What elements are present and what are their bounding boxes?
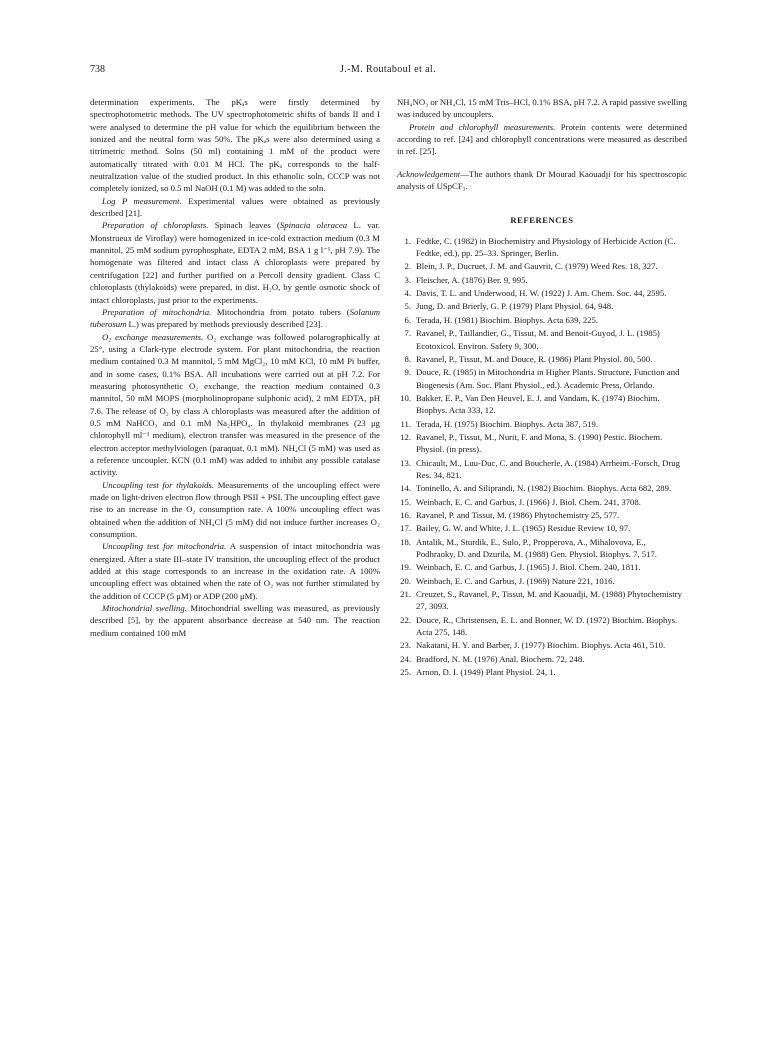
reference-item	[397, 496, 687, 508]
reference-number: 16.	[400, 509, 411, 520]
paragraph-swelling-body: Mitochondrial swelling was measured, as previously described [5], by the apparent absorbance decrease at 540 nm. The reaction medium contained 100 mM	[90, 603, 380, 638]
reference-text: Jung, D. and Brierly, G. P. (1979) Plant Physiol. 64, 948.	[416, 301, 614, 312]
section-head-o2-exchange: O₂ exchange measurements.	[102, 331, 204, 342]
paragraph-mitochondria-body-a: Mitochondria from potato tubers (	[211, 306, 350, 317]
reference-item	[397, 575, 687, 587]
reference-text: Davis, T. L. and Underwood, H. W. (1922) J. Am. Chem. Soc. 44, 2595.	[416, 288, 667, 299]
reference-number: 4.	[404, 288, 411, 299]
reference-item	[397, 392, 687, 417]
reference-text: Bakker, E. P., Van Den Heuvel, E. J. and Vandam, K. (1974) Biochim. Biophys. Acta 333, 12.	[416, 392, 660, 416]
paragraph-o2-exchange	[90, 331, 380, 479]
reference-item	[397, 561, 687, 573]
reference-item	[397, 639, 687, 651]
reference-item	[397, 366, 687, 391]
reference-text: Bailey, G. W. and White, J. L. (1965) Residue Review 10, 97.	[416, 523, 631, 534]
reference-item	[397, 522, 687, 534]
reference-item	[397, 300, 687, 312]
reference-item	[397, 327, 687, 352]
paragraph-uncoupling-mitochondria	[90, 540, 380, 602]
paragraph-pka: determination experiments. The pKₐs were firstly determined by spectrophotometric methods. The UV spectrophotometric shifts of bands II and I were analysed to determine the pH value for which the equilibrium between the ionized and the neutral form was 50%. The pKₐs were also determined using a titrimetric method. Solns (50 ml) containing 1 mM of the product were automatically titrated with 0.01 M HCl. The pKₐ corresponds to the half-neutralization value of the studied product. In this ethanolic soln, CCCP was not completely ionized, so 0.5 ml NaOH (0.1 M) was added to the soln.	[90, 97, 380, 194]
left-column	[90, 96, 380, 639]
reference-text: Ravanel, P. and Tissut, M. (1986) Phytochemistry 25, 577.	[416, 509, 620, 520]
reference-text: Toninello, A. and Siliprandi, N. (1982) Biochim. Biophys. Acta 682, 289.	[416, 483, 672, 494]
reference-number: 20.	[400, 575, 411, 586]
reference-text: Arnon, D. I. (1949) Plant Physiol. 24, 1.	[416, 667, 556, 678]
paragraph-o2-exchange-body: O₂ exchange was followed polarographically at 25°, using a Clark-type electrode system. For plant mitochondria, the reaction medium contained 0.3 M mannitol, 5 mM MgCl₂, 10 mM KCl, 10 mM Pi buffer, and in some cases, 0.1% BSA. All incubations were carried out at pH 7.2. For measuring photosynthetic O₂ exchange, the reaction medium contained 0.3 mannitol, 50 mM MOPS (morpholinopropane sulphonic acid), 2 mM EDTA, pH 7.6. The release of O₂ by class A chloroplasts was measured after the addition of 0.5 mM NaHCO₃ and 0.1 mM Na₂HPO₄. In thylakoid membranes (23 μg chlorophyll ml⁻¹ medium), electron transfer was measured in the presence of the electron acceptor methylviologen (paraquat, 0.1 mM). NH₄Cl (5 mM) was used as a reference uncoupler. KCN (0.1 mM) was added to inhibit any possible catalase activity.	[90, 331, 380, 478]
reference-item	[397, 431, 687, 456]
paragraph-uncoupling-mitochondria-body: A suspension of intact mitochondria was energized. After a state III–state IV transition, the uncoupling effect of the product added at this stage corresponds to an increase in the oxidation rate. A 100% uncoupling effect was obtained when the rate of O₂ was not further stimulated by the addition of CCCP (5 μM) or ADP (200 μM).	[90, 541, 380, 601]
section-head-logp: Log P measurement.	[102, 195, 182, 206]
section-head-uncoupling-thylakoids: Uncoupling test for thylakoids.	[102, 479, 215, 490]
section-head-swelling: Mitochondrial swelling.	[102, 603, 187, 614]
paragraph-mitochondria-body-b: L.) was prepared by methods previously described [23].	[126, 319, 323, 330]
reference-item	[397, 588, 687, 613]
page-header	[90, 64, 686, 78]
reference-item	[397, 509, 687, 521]
reference-item	[397, 353, 687, 365]
reference-number: 13.	[400, 457, 411, 468]
acknowledgement	[397, 168, 687, 193]
paragraph-logp-body: Experimental values were obtained as previously described [21].	[90, 195, 380, 219]
reference-text: Ravanel, P., Taillandier, G., Tissut, M. and Benoit-Guyod, J. L. (1985) Ecotoxicol. Environ. Safety 9, 300.	[416, 328, 660, 351]
acknowledgement-head: Acknowledgement	[397, 168, 461, 179]
paragraph-uncoupling-thylakoids-body: Measurements of the uncoupling effect were made on light-driven electron flow through PSII + PSI. The uncoupling effect gave rise to an increase in the O₂ consumption rate. A 100% uncoupling effect was obtained when the addition of NH₄Cl (5 mM) did not induce further increases O₂ consumption.	[90, 479, 381, 540]
reference-text: Ravanel, P., Tissut, M. and Douce, R. (1986) Plant Physiol. 80, 500.	[416, 353, 653, 364]
paragraph-mitochondria	[90, 306, 380, 331]
reference-item	[397, 457, 687, 482]
reference-number: 14.	[400, 483, 411, 494]
reference-number: 9.	[404, 367, 411, 378]
section-head-chloroplasts: Preparation of chloroplasts.	[102, 220, 209, 231]
reference-text: Ravanel, P., Tissut, M., Nurit, F. and Mona, S. (1990) Pestic. Biochem. Physiol. (in press).	[416, 431, 663, 455]
reference-item	[397, 536, 687, 561]
reference-number: 17.	[400, 523, 411, 534]
paragraph-uncoupling-thylakoids	[90, 479, 380, 541]
page-number: 738	[90, 64, 105, 75]
paragraph-protein-body: Protein contents were determined according to ref. [24] and chlorophyll concentrations were measured as described in ref. [25].	[397, 121, 687, 157]
reference-item	[397, 482, 687, 494]
references-heading: REFERENCES	[510, 215, 574, 226]
reference-number: 3.	[404, 274, 411, 285]
reference-text: Douce, R. (1985) in Mitochondria in Higher Plants. Structure, Function and Biogenesis (Am. Soc. Plant Physiol., ed.). Academic Press, Orlando.	[416, 367, 680, 390]
reference-text: Nakatani, H. Y. and Barber, J. (1977) Biochim. Biophys. Acta 461, 510.	[416, 640, 666, 651]
reference-number: 23.	[400, 640, 411, 651]
section-head-uncoupling-mitochondria: Uncoupling test for mitochondria.	[102, 541, 227, 552]
reference-text: Weinbach, E. C. and Garbus, J. (1966) J. Biol. Chem. 241, 3708.	[416, 496, 641, 507]
reference-item	[397, 653, 687, 665]
species-name: Solanum tuberosum	[90, 306, 380, 330]
reference-item	[397, 314, 687, 326]
reference-text: Creuzet, S., Ravanel, P., Tissut, M. and Kaouadji, M. (1988) Phytochemistry 27, 3093.	[416, 589, 682, 612]
reference-text: Weinbach, E. C. and Garbus, J. (1965) J. Biol. Chem. 240, 1811.	[416, 562, 641, 573]
reference-number: 2.	[404, 261, 411, 272]
reference-number: 24.	[400, 653, 411, 664]
section-head-protein: Protein and chlorophyll measurements.	[409, 121, 556, 132]
reference-item	[397, 418, 687, 430]
reference-list	[397, 235, 687, 679]
reference-number: 15.	[400, 496, 411, 507]
reference-text: Bradford, N. M. (1976) Anal. Biochem. 72, 248.	[416, 653, 585, 664]
species-name: Spinacia oleracea	[279, 220, 348, 231]
reference-text: Terada, H. (1975) Biochim. Biophys. Acta 387, 519.	[416, 418, 599, 429]
reference-text: Chicault, M., Luu-Duc, C. and Boucherle, A. (1984) Arrheim.-Forsch, Drug Res. 34, 821.	[416, 457, 680, 480]
right-column	[397, 96, 687, 679]
reference-number: 6.	[404, 314, 411, 325]
reference-number: 22.	[400, 614, 411, 625]
reference-number: 10.	[400, 392, 411, 403]
reference-number: 12.	[400, 431, 411, 442]
paragraph-swelling	[90, 602, 380, 639]
reference-text: Douce, R., Christensen, E. L. and Bonner, W. D. (1972) Biochim. Biophys. Acta 275, 148.	[416, 614, 678, 638]
reference-text: Antalik, M., Sturdik, E., Sulo, P., Propperova, A., Mihalovova, E., Podhraoky, D. and Dzurila, M. (1988) Gen. Physiol. Biophys. 7, 517.	[416, 536, 657, 559]
paragraph-chloroplasts-body-b: L. var. Monstrueux de Viroflay) were homogenized in ice-cold extraction medium (0.3 M mannitol, 25 mM sodium pyrophosphate, EDTA 2 mM, BSA 1 g l⁻¹, pH 7.9). The homogenate was filtered and intact class A chloroplasts were prepared by centrifugation [22] and further purified on a Percoll density gradient. Class C chloroplasts (thylakoids) were prepared, in dist. H₂O, by gentle osmotic shock of intact chloroplasts, just prior to the experiments.	[90, 220, 380, 305]
paragraph-chloroplasts	[90, 219, 380, 305]
reference-number: 7.	[404, 328, 411, 339]
running-title: J.-M. Routaboul et al.	[339, 64, 436, 75]
reference-number: 11.	[400, 418, 411, 429]
reference-text: Fleischer, A. (1876) Ber. 9, 995.	[416, 274, 528, 285]
reference-number: 18.	[400, 536, 411, 547]
reference-item	[397, 666, 687, 678]
paragraph-logp	[90, 195, 380, 220]
reference-number: 19.	[400, 562, 411, 573]
reference-number: 5.	[404, 301, 411, 312]
section-head-mitochondria: Preparation of mitochondria.	[102, 306, 212, 317]
reference-item	[397, 260, 687, 272]
reference-text: Blein, J. P., Ducruet, J. M. and Gauvrit, C. (1979) Weed Res. 18, 327.	[416, 261, 658, 272]
reference-text: Fedtke, C. (1982) in Biochemistry and Physiology of Herbicide Action (C. Fedtke, ed.), pp. 25–33. Springer, Berlin.	[416, 235, 676, 259]
reference-number: 1.	[404, 235, 411, 246]
reference-item	[397, 614, 687, 639]
paragraph-chloroplasts-body-a: Spinach leaves (	[208, 220, 280, 231]
reference-number: 25.	[400, 667, 411, 678]
reference-text: Weinbach, E. C. and Garbus, J. (1969) Nature 221, 1016.	[416, 575, 615, 586]
reference-item	[397, 274, 687, 286]
reference-number: 8.	[404, 353, 411, 364]
reference-item	[397, 287, 687, 299]
paragraph-protein-chlorophyll	[397, 121, 687, 158]
reference-text: Terada, H. (1981) Biochim. Biophys. Acta 639, 225.	[416, 314, 599, 325]
reference-number: 21.	[400, 589, 411, 600]
paragraph-swelling-continued: NH₄NO₃ or NH₄Cl, 15 mM Tris–HCl, 0.1% BSA, pH 7.2. A rapid passive swelling was induced by uncouplers.	[397, 97, 687, 120]
reference-item	[397, 235, 687, 260]
acknowledgement-body: —The authors thank Dr Mourad Kaouadji for his spectroscopic analysis of USpCF₃.	[397, 168, 687, 192]
